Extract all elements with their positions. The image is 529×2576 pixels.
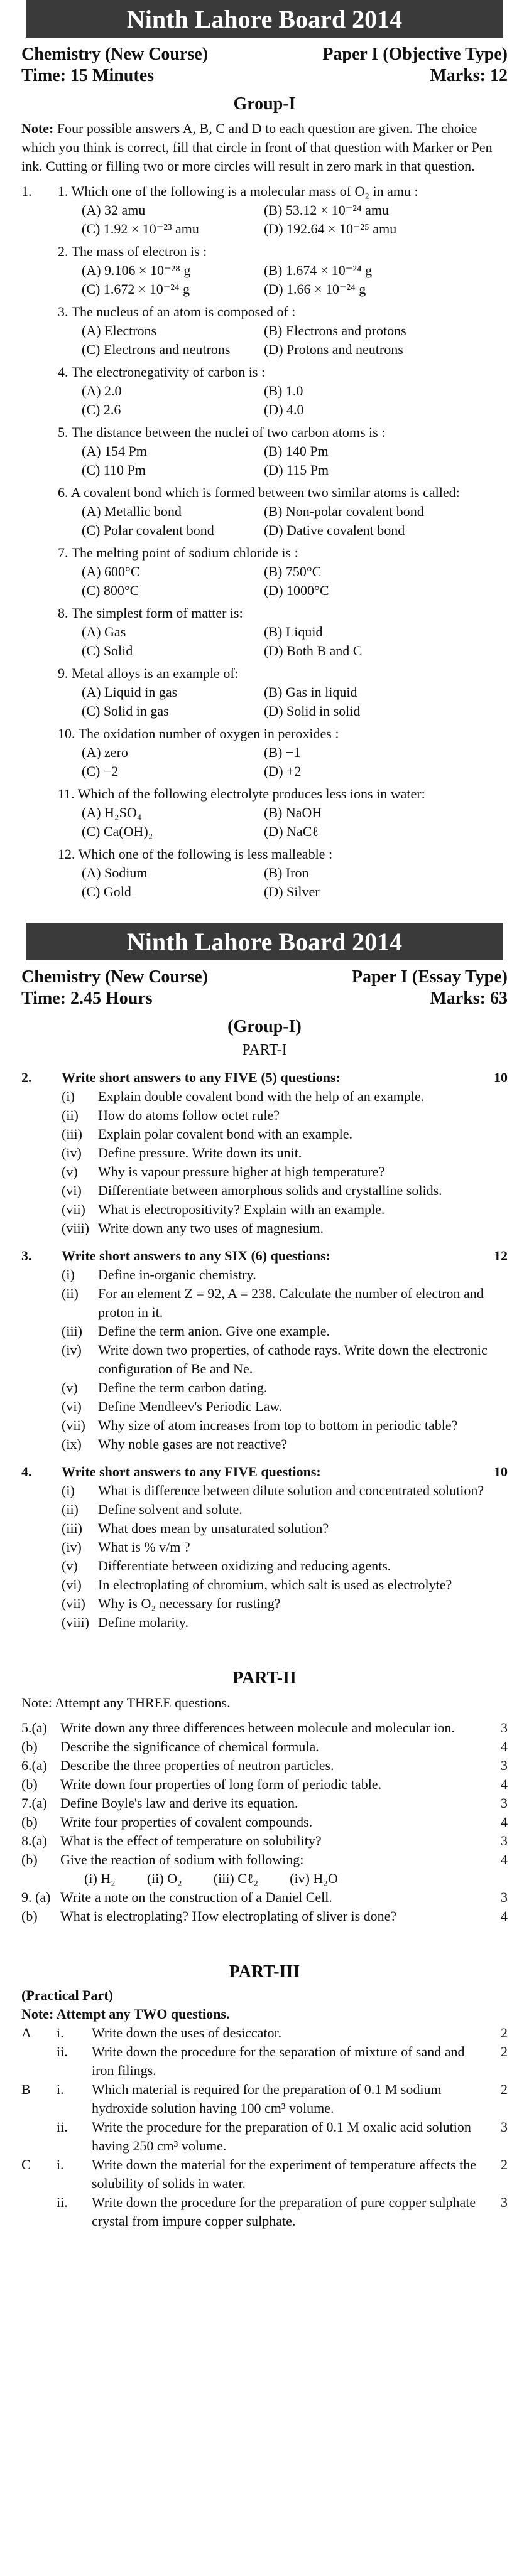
item-roman: (vii) [62,1201,85,1217]
mcq-question [21,604,508,623]
mcq-question-text: 6. A covalent bond which is formed between two similar atoms is called: [58,485,460,500]
item-text: Explain polar covalent bond with an example. [98,1126,353,1142]
mcq-option-d: (D) Silver [264,884,320,899]
item-text: Write down any two uses of magnesium. [98,1220,324,1236]
mcq-options [21,201,508,239]
part-1-title: PART-I [242,1042,287,1058]
long-question-marks: 3 [501,1889,508,1905]
practical-section-letter: B [21,2081,31,2097]
essay-subject: Chemistry (New Course) [21,967,209,987]
mcq-options [21,502,508,540]
item-text: Define molarity. [98,1614,188,1630]
mcq-option-b: (B) Iron [264,865,309,881]
practical-roman: i. [57,2081,64,2097]
practical-text: Write down the procedure for the separation of mixture of sand and iron filings. [92,2044,465,2078]
objective-marks: Marks: 12 [430,66,508,85]
item-text: Write down two properties, of cathode rays. Write down the electronic configuration of Be and Ne. [98,1342,488,1377]
practical-question-row [21,2155,508,2193]
practical-text: Write down the procedure for the preparation of pure copper sulphate crystal from impure copper sulphate. [92,2194,476,2229]
item-text: Define in-organic chemistry. [98,1267,256,1282]
essay-header-row-1 [21,967,508,988]
item-text: Why is O₂ necessary for rusting? [98,1596,281,1611]
short-question-number: 2. [21,1070,32,1085]
objective-note-text: Four possible answers A, B, C and D to each question are given. The choice which you think is correct, fill that circle in front of that question with Marker or Pen ink. Cutting or filling two or more circles will result in zero mark in that question. [21,121,493,174]
long-question-marks: 3 [501,1758,508,1773]
practical-marks: 3 [501,2194,508,2210]
item-roman: (i) [62,1088,75,1104]
item-roman: (vi) [62,1398,82,1414]
long-question-row [21,1794,508,1813]
item-text: What is % v/m ? [98,1539,190,1555]
practical-note [21,2005,508,2024]
practical-section-letter [21,2042,57,2080]
item-text: Differentiate between oxidizing and reducing agents. [98,1558,391,1574]
mcq-option-a: (A) Sodium [82,865,148,881]
item-roman: (iii) [62,1126,82,1142]
item-text: Why size of atom increases from top to bottom in periodic table? [98,1417,458,1433]
practical-question-row [21,2024,508,2042]
spacer [21,1632,508,1661]
item-roman: (vi) [62,1577,82,1592]
item-text: Define the term anion. Give one example. [98,1323,330,1339]
short-question-item [21,1575,508,1594]
question-section-number [21,845,58,864]
practical-section-letter: C [21,2157,31,2172]
practical-marks: 2 [501,2157,508,2172]
short-question-title: Write short answers to any SIX (6) questions: [62,1248,330,1264]
long-question-marks: 4 [501,1852,508,1867]
short-question-heading [21,1462,508,1481]
mcq-option-c: (C) Solid [82,643,133,658]
sodium-option: (iv) H₂O [290,1870,338,1886]
question-section-number [21,423,58,442]
mcq-option-b: (B) Electrons and protons [264,323,406,338]
essay-marks: Marks: 63 [430,989,508,1008]
sodium-option: (ii) O₂ [146,1870,182,1886]
objective-note [21,119,508,176]
long-question-marks: 4 [501,1814,508,1830]
item-roman: (ix) [62,1436,82,1452]
item-roman: (v) [62,1164,78,1179]
long-question-text: Give the reaction of sodium with following: [60,1852,304,1867]
essay-group: (Group-I) [227,1017,302,1036]
mcq-option-b: (B) 140 Pm [264,443,329,459]
objective-note-label: Note: [21,121,54,136]
sodium-options [21,1869,508,1888]
mcq-option-c: (C) 110 Pm [82,462,146,478]
item-roman: (ii) [62,1107,79,1123]
sodium-option: (i) H₂ [84,1870,116,1886]
long-question-number: 9. (a) [21,1889,51,1905]
practical-title-text: (Practical Part) [21,1987,113,2003]
mcq-options [21,382,508,419]
long-question-marks: 4 [501,1739,508,1754]
mcq-option-a: (A) 600°C [82,564,140,579]
long-question-9 [21,1888,508,1926]
short-question-number: 3. [21,1248,32,1264]
short-question-item [21,1435,508,1454]
practical-roman: i. [57,2157,64,2172]
practical-marks: 2 [501,2025,508,2041]
item-text: What does mean by unsaturated solution? [98,1520,329,1536]
item-text: Define solvent and solute. [98,1501,243,1517]
long-question-row [21,1832,508,1850]
long-question-text: Write four properties of covalent compounds. [60,1814,313,1830]
mcq-question [21,724,508,743]
mcq-question-text: 8. The simplest form of matter is: [58,605,243,621]
objective-header-row-2 [21,65,508,87]
short-question-item [21,1200,508,1219]
item-roman: (viii) [62,1220,89,1236]
mcq-option-c: (C) Gold [82,884,131,899]
short-question-item [21,1557,508,1575]
short-question-heading [21,1247,508,1265]
long-question-number: 5.(a) [21,1720,47,1736]
mcq-option-d: (D) NaCℓ [264,824,319,839]
item-text: What is electropositivity? Explain with an example. [98,1201,385,1217]
short-question-item [21,1378,508,1397]
mcq-question-text: 7. The melting point of sodium chloride is : [58,545,298,561]
item-roman: (iv) [62,1539,82,1555]
essay-banner: Ninth Lahore Board 2014 [26,923,503,960]
question-section-number [21,242,58,261]
short-question-item [21,1613,508,1632]
mcq-question [21,544,508,562]
short-question-item [21,1181,508,1200]
item-roman: (ii) [62,1285,79,1301]
item-roman: (v) [62,1558,78,1574]
mcq-option-d: (D) +2 [264,763,302,779]
objective-header-row-1 [21,44,508,65]
essay-time: Time: 2.45 Hours [21,989,153,1008]
mcq-question [21,363,508,382]
short-question-marks: 10 [494,1464,508,1479]
long-question-number: (b) [21,1776,38,1792]
mcq-option-a: (A) Gas [82,624,126,640]
long-question-row [21,1719,508,1737]
item-roman: (iii) [62,1323,82,1339]
mcq-options [21,743,508,781]
mcq-option-a: (A) 2.0 [82,383,122,399]
mcq-question [21,664,508,683]
mcq-question-text: 9. Metal alloys is an example of: [58,665,239,681]
practical-section-letter [21,2118,57,2155]
mcq-list [21,182,508,901]
mcq-question [21,242,508,261]
short-question-title: Write short answers to any FIVE (5) questions: [62,1070,341,1085]
spacer [21,1926,508,1955]
long-question-marks: 3 [501,1720,508,1736]
item-text: Explain double covalent bond with the help of an example. [98,1088,425,1104]
item-text: Define pressure. Write down its unit. [98,1145,302,1161]
mcq-question [21,423,508,442]
long-question-row [21,1888,508,1907]
item-text: In electroplating of chromium, which salt is used as electrolyte? [98,1577,452,1592]
mcq-options [21,683,508,721]
long-question-text: Write down any three differences between molecule and molecular ion. [60,1720,455,1736]
long-question-text: Write down four properties of long form of periodic table. [60,1776,382,1792]
practical-text: Write down the material for the experiment of temperature affects the solubility of solids in water. [92,2157,476,2191]
mcq-question-text: 3. The nucleus of an atom is composed of : [58,304,296,319]
mcq-options [21,321,508,359]
item-text: Define the term carbon dating. [98,1380,268,1395]
mcq-option-b: (B) Gas in liquid [264,684,357,700]
mcq-options [21,803,508,841]
mcq-option-d: (D) Dative covalent bond [264,522,405,538]
question-section-number [21,604,58,623]
item-roman: (viii) [62,1614,89,1630]
short-question-item [21,1219,508,1238]
mcq-option-b: (B) Non-polar covalent bond [264,503,424,519]
mcq-option-a: (A) Liquid in gas [82,684,178,700]
mcq-option-c: (C) −2 [82,763,119,779]
mcq-question [21,303,508,321]
mcq-option-a: (A) 9.106 × 10⁻²⁸ g [82,262,191,278]
short-question-item [21,1397,508,1416]
objective-sheet [0,38,529,901]
mcq-option-c: (C) 1.92 × 10⁻²³ amu [82,221,199,237]
practical-marks: 2 [501,2044,508,2059]
item-roman: (i) [62,1267,75,1282]
short-question-item [21,1265,508,1284]
long-question-marks: 4 [501,1776,508,1792]
short-question-marks: 10 [494,1070,508,1085]
objective-group: Group-I [233,94,296,114]
short-question-marks: 12 [494,1248,508,1264]
question-section-number [21,664,58,683]
item-text: For an element Z = 92, A = 238. Calculate the number of electron and proton in it. [98,1285,484,1320]
mcq-option-b: (B) 53.12 × 10⁻²⁴ amu [264,202,389,218]
short-question-item [21,1538,508,1557]
mcq-option-d: (D) 1000°C [264,582,329,598]
short-question-item [21,1144,508,1162]
practical-question-row [21,2118,508,2155]
long-question-text: Describe the three properties of neutron particles. [60,1758,334,1773]
long-question-row [21,1737,508,1756]
long-question-marks: 4 [501,1908,508,1924]
short-question-item [21,1322,508,1341]
short-question-number: 4. [21,1464,32,1479]
mcq-question-text: 12. Which one of the following is less malleable : [58,846,333,862]
item-text: How do atoms follow octet rule? [98,1107,280,1123]
long-question-row [21,1813,508,1832]
practical-question-row [21,2080,508,2118]
question-section-number [21,785,58,803]
question-section-number [21,724,58,743]
objective-paper: Paper I (Objective Type) [322,45,508,64]
long-question-number: 6.(a) [21,1758,47,1773]
long-question-text: What is the effect of temperature on solubility? [60,1833,322,1849]
question-section-number: 1. [21,183,32,199]
short-question-item [21,1481,508,1500]
long-question-row [21,1756,508,1775]
long-question-text: Describe the significance of chemical formula. [60,1739,319,1754]
practical-title [21,1986,508,2005]
objective-subject: Chemistry (New Course) [21,45,209,64]
long-question-row [21,1775,508,1794]
mcq-question-text: 5. The distance between the nuclei of two carbon atoms is : [58,424,386,440]
mcq-option-c: (C) Solid in gas [82,703,169,719]
mcq-option-b: (B) NaOH [264,805,322,820]
essay-header-row-2 [21,988,508,1009]
item-roman: (i) [62,1483,75,1498]
mcq-options [21,442,508,480]
mcq-option-c: (C) Electrons and neutrons [82,341,231,357]
practical-marks: 2 [501,2081,508,2097]
practical-question-row [21,2042,508,2080]
mcq-question [21,785,508,803]
mcq-question-text: 11. Which of the following electrolyte produces less ions in water: [58,786,425,802]
section-separator [0,901,529,923]
objective-time: Time: 15 Minutes [21,66,155,85]
mcq-option-a: (A) 32 amu [82,202,146,218]
mcq-option-a: (A) zero [82,744,128,760]
practical-section-letter [21,2193,57,2231]
question-section-number [21,363,58,382]
long-question-number: (b) [21,1814,38,1830]
practical-marks: 3 [501,2119,508,2135]
mcq-option-a: (A) H₂SO₄ [82,805,142,820]
mcq-options [21,864,508,901]
short-question-item [21,1106,508,1125]
item-roman: (vii) [62,1417,85,1433]
long-question-number: (b) [21,1908,38,1924]
mcq-option-c: (C) 800°C [82,582,139,598]
practical-question-row [21,2193,508,2231]
mcq-option-c: (C) 2.6 [82,402,121,417]
long-question-row [21,1907,508,1926]
mcq-option-c: (C) 1.672 × 10⁻²⁴ g [82,281,190,297]
item-text: Why is vapour pressure higher at high temperature? [98,1164,385,1179]
long-questions [21,1719,508,1869]
mcq-question-text: 1. Which one of the following is a molecular mass of O₂ in amu : [58,183,418,199]
practical-roman: i. [57,2025,64,2041]
mcq-option-c: (C) Polar covalent bond [82,522,214,538]
practical-text: Which material is required for the preparation of 0.1 M sodium hydroxide solution having 100 cm³ volume. [92,2081,442,2116]
mcq-option-c: (C) Ca(OH)₂ [82,824,153,839]
essay-sheet [0,960,529,2231]
long-question-text: What is electroplating? How electroplating of sliver is done? [60,1908,397,1924]
mcq-option-d: (D) 1.66 × 10⁻²⁴ g [264,281,366,297]
mcq-question-text: 4. The electronegativity of carbon is : [58,364,266,380]
mcq-option-d: (D) Solid in solid [264,703,361,719]
part-3-title: PART-III [229,1962,300,1982]
part-2-title: PART-II [232,1668,297,1688]
long-question-marks: 3 [501,1795,508,1811]
mcq-question-text: 10. The oxidation number of oxygen in peroxides : [58,726,339,741]
item-roman: (iv) [62,1342,82,1358]
item-roman: (iv) [62,1145,82,1161]
mcq-option-b: (B) −1 [264,744,301,760]
mcq-question [21,182,508,201]
objective-banner: Ninth Lahore Board 2014 [26,0,503,38]
short-question-item [21,1162,508,1181]
mcq-option-d: (D) Both B and C [264,643,363,658]
practical-note-text: Note: Attempt any TWO questions. [21,2006,230,2022]
item-roman: (ii) [62,1501,79,1517]
long-question-marks: 3 [501,1833,508,1849]
question-section-number [21,483,58,502]
long-question-number: 7.(a) [21,1795,47,1811]
mcq-option-b: (B) 1.0 [264,383,303,399]
long-question-text: Write a note on the construction of a Daniel Cell. [60,1889,332,1905]
sodium-option: (iii) Cℓ₂ [213,1870,259,1886]
mcq-option-d: (D) 4.0 [264,402,304,417]
mcq-options [21,562,508,600]
mcq-option-b: (B) 750°C [264,564,322,579]
item-text: What is difference between dilute solution and concentrated solution? [98,1483,484,1498]
item-roman: (iii) [62,1520,82,1536]
item-text: Define Mendleev's Periodic Law. [98,1398,283,1414]
practical-section-letter: A [21,2025,31,2041]
mcq-option-d: (D) Protons and neutrons [264,341,403,357]
short-questions [21,1068,508,1632]
short-question-item [21,1500,508,1519]
short-question-item [21,1416,508,1435]
item-text: Differentiate between amorphous solids and crystalline solids. [98,1183,442,1198]
practical-questions [21,2024,508,2231]
short-question-item [21,1125,508,1144]
mcq-question-text: 2. The mass of electron is : [58,244,207,259]
mcq-options [21,261,508,299]
short-question-item [21,1341,508,1378]
short-question-title: Write short answers to any FIVE questions: [62,1464,321,1479]
mcq-option-d: (D) 115 Pm [264,462,329,478]
mcq-option-b: (B) 1.674 × 10⁻²⁴ g [264,262,373,278]
item-roman: (v) [62,1380,78,1395]
short-question-item [21,1519,508,1538]
practical-text: Write the procedure for the preparation of 0.1 M oxalic acid solution having 250 cm³ volume. [92,2119,471,2154]
long-question-number: 8.(a) [21,1833,47,1849]
practical-roman: ii. [57,2044,68,2059]
question-section-number [21,544,58,562]
practical-roman: ii. [57,2119,68,2135]
long-question-row [21,1850,508,1869]
mcq-options [21,623,508,660]
short-question-item [21,1594,508,1613]
long-question-text: Define Boyle's law and derive its equation. [60,1795,298,1811]
mcq-option-a: (A) Electrons [82,323,157,338]
short-question-heading [21,1068,508,1087]
mcq-option-a: (A) 154 Pm [82,443,147,459]
mcq-option-a: (A) Metallic bond [82,503,182,519]
long-question-number: (b) [21,1739,38,1754]
essay-paper: Paper I (Essay Type) [351,967,508,987]
mcq-option-b: (B) Liquid [264,624,323,640]
part-2-note: Note: Attempt any THREE questions. [21,1695,231,1710]
long-question-number: (b) [21,1852,38,1867]
question-section-number [21,303,58,321]
item-roman: (vii) [62,1596,85,1611]
short-question-item [21,1284,508,1322]
practical-roman: ii. [57,2194,68,2210]
practical-text: Write down the uses of desiccator. [92,2025,282,2041]
item-roman: (vi) [62,1183,82,1198]
mcq-question [21,483,508,502]
mcq-question [21,845,508,864]
item-text: Why noble gases are not reactive? [98,1436,288,1452]
short-question-item [21,1087,508,1106]
mcq-option-d: (D) 192.64 × 10⁻²⁵ amu [264,221,397,237]
